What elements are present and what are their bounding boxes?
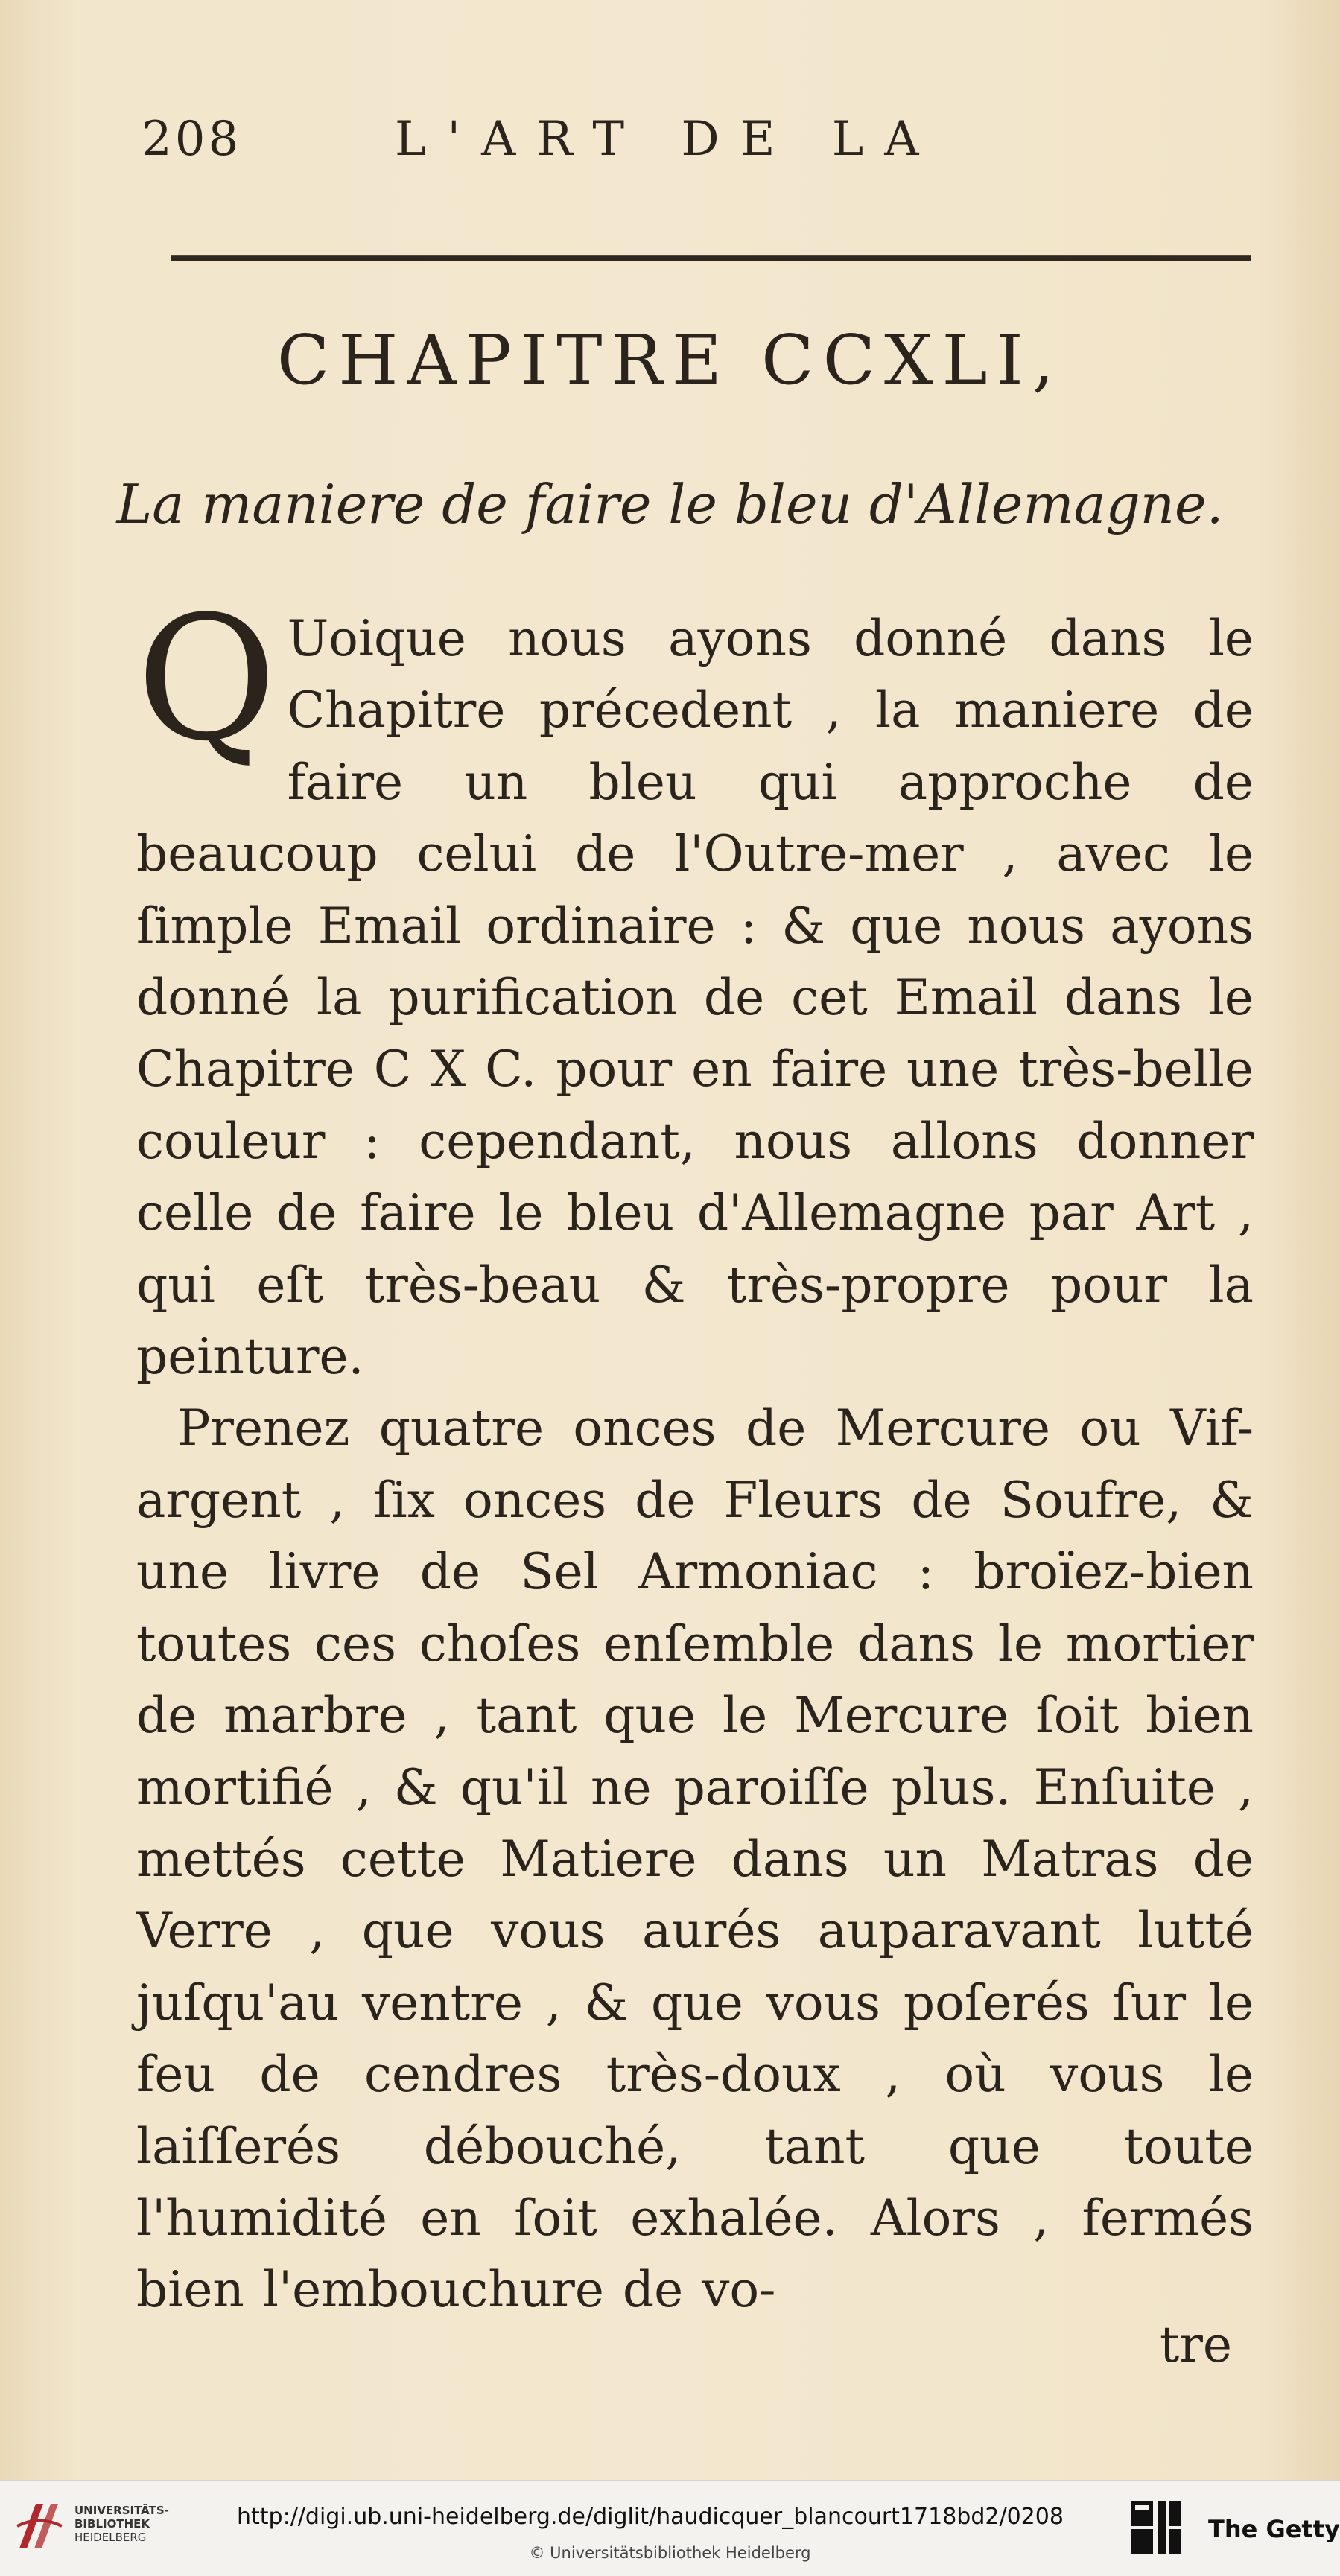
institution-line-3: HEIDELBERG (74, 2531, 147, 2544)
viewer-footer (0, 2480, 1340, 2576)
body-text (136, 580, 1254, 2327)
partner-name: The Getty (1208, 2515, 1340, 2543)
paragraph-2: Prenez quatre onces de Mercure ou Vif-argent , ſix onces de Fleurs de Soufre, & une livre de Sel Armoniac : broïez-bien toutes ces choſes enſemble dans le mortier de marbre , tant que le Mercure ſoit bien mortifié , & qu'il ne paroiſſe plus. Enſuite , mettés cette Matiere dans un Matras de Verre , que vous aurés auparavant lutté juſqu'au ventre , & que vous poſerés ſur le feu de cendres très-doux , où vous le laiſſerés débouché, tant que toute l'humidité en ſoit exhalée. Alors , fermés bien l'embouchure de vo- (136, 1399, 1254, 2319)
header-rule (171, 255, 1251, 261)
getty-logo-icon (1126, 2496, 1186, 2559)
page-header (142, 112, 1184, 179)
running-head: L'ART DE LA (395, 112, 940, 167)
copyright-notice: © Universitätsbibliothek Heidelberg (529, 2544, 811, 2562)
chapter-subtitle: La maniere de faire le bleu d'Allemagne. (116, 473, 1224, 535)
chapter-title: CHAPITRE CCXLI, (276, 320, 1064, 400)
institution-line-2: BIBLIOTHEK (74, 2517, 150, 2531)
institution-name (74, 2504, 169, 2544)
institution-line-1: UNIVERSITÄTS- (74, 2504, 169, 2517)
catchword: tre (1159, 2316, 1232, 2373)
paragraph-1-text: Uoique nous ayons donné dans le Chapitre précedent , la maniere de faire un bleu qui approche de beaucoup celui de l'Outre-mer , avec le ſimple Email ordinaire : & que nous ayons donné la purification de cet Email dans le Chapitre C X C. pour en faire une très-belle couleur : cependant, nous allons donner celle de faire le bleu d'Allemagne par Art , qui eſt très-beau & très-propre pour la peinture. (136, 610, 1254, 1386)
permalink[interactable]: http://digi.ub.uni-heidelberg.de/diglit/haudicquer_blancourt1718bd2/0208 (237, 2504, 1064, 2530)
drop-cap: Q (136, 580, 277, 779)
paragraph-1 (136, 580, 1254, 1393)
page-number: 208 (142, 112, 242, 167)
